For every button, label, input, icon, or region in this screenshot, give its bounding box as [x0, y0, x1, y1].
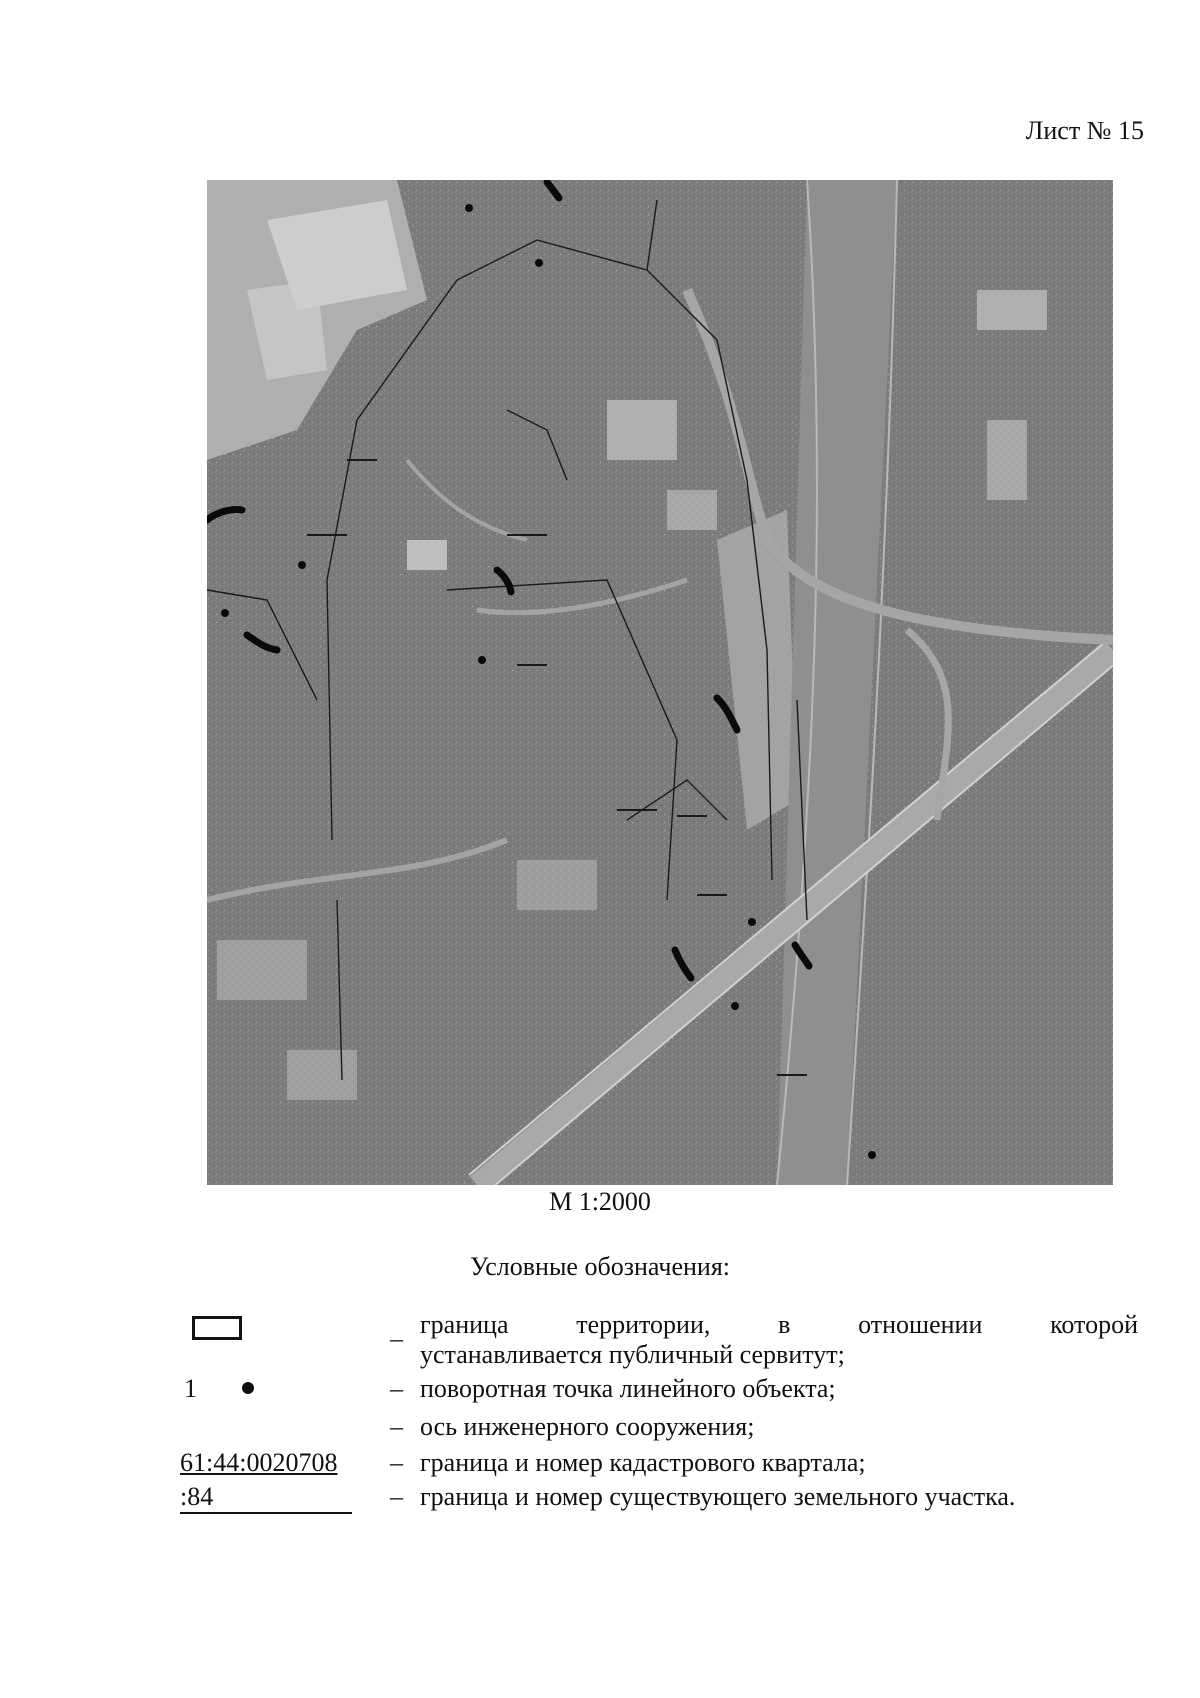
building-block	[287, 1050, 357, 1100]
legend-item-land-plot	[180, 1482, 1138, 1522]
turning-point	[535, 259, 543, 267]
building-block	[977, 290, 1047, 330]
land-plot-number: :84	[180, 1482, 214, 1511]
turning-point	[868, 1151, 876, 1159]
turning-point	[221, 609, 229, 617]
aerial-map-canvas	[207, 180, 1113, 1185]
legend-dash: –	[390, 1324, 403, 1353]
cadastral-quarter-symbol	[180, 1448, 337, 1478]
land-plot-underline	[180, 1512, 352, 1514]
building-block	[217, 940, 307, 1000]
building-block	[667, 490, 717, 530]
legend-text: граница и номер существующего земельного участка.	[420, 1482, 1016, 1511]
sheet-number: Лист № 15	[1025, 116, 1144, 145]
turning-point	[478, 656, 486, 664]
legend-title: Условные обозначения:	[469, 1252, 731, 1281]
aerial-map[interactable]	[207, 180, 1113, 1185]
turning-point	[748, 918, 756, 926]
turning-point	[465, 204, 473, 212]
turning-point-number: 1	[184, 1374, 197, 1403]
legend-item-servitude-boundary	[180, 1310, 1138, 1374]
land-plot-symbol	[180, 1482, 213, 1512]
building-block	[607, 400, 677, 460]
legend-dash: –	[390, 1482, 403, 1511]
legend-dash: –	[390, 1374, 403, 1403]
legend-item-engineering-axis	[180, 1412, 1138, 1446]
building-block	[517, 860, 597, 910]
turning-point	[731, 1002, 739, 1010]
legend-dash: –	[390, 1412, 403, 1441]
cadastral-quarter-number: 61:44:0020708	[180, 1448, 338, 1477]
map-scale: М 1:2000	[549, 1187, 651, 1216]
legend-dash: –	[390, 1448, 403, 1477]
legend-item-cadastral-quarter	[180, 1448, 1138, 1482]
legend-item-turning-point	[180, 1374, 1138, 1408]
point-icon	[242, 1382, 254, 1394]
legend-text-line2: устанавливается публичный сервитут;	[420, 1340, 845, 1369]
legend-text-line1: граница территории, в отношении которой	[420, 1310, 1138, 1339]
turning-point	[298, 561, 306, 569]
rectangle-icon	[192, 1316, 242, 1340]
legend-text: поворотная точка линейного объекта;	[420, 1374, 836, 1403]
legend-text: граница и номер кадастрового квартала;	[420, 1448, 866, 1477]
building-block	[407, 540, 447, 570]
building-block	[987, 420, 1027, 500]
legend-text: ось инженерного сооружения;	[420, 1412, 755, 1441]
